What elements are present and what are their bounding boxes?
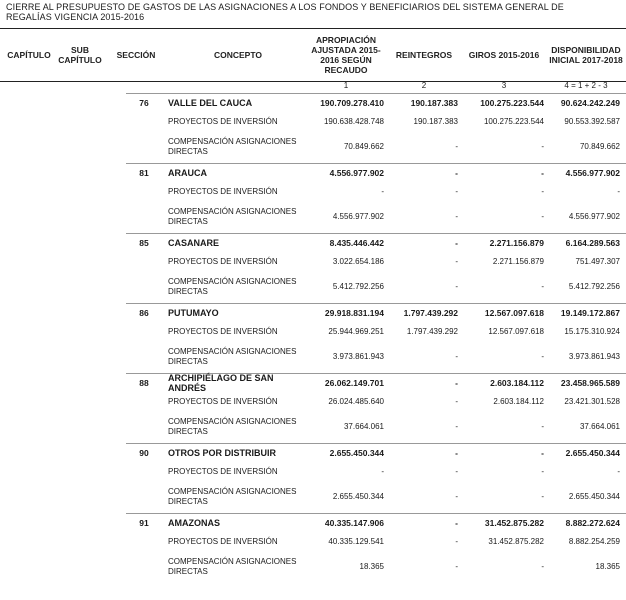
section-row — [0, 443, 626, 462]
header-seccion: SECCIÓN — [116, 50, 156, 60]
disponibilidad-cell: 751.497.307 — [575, 256, 620, 266]
header-concepto: CONCEPTO — [213, 50, 263, 60]
apropiacion-cell: 2.655.450.344 — [332, 492, 384, 501]
table-row — [0, 481, 626, 513]
table-row — [0, 341, 626, 373]
concept-cell: COMPENSACIÓN ASIGNACIONES DIRECTAS — [168, 347, 297, 366]
reintegros-cell: - — [455, 167, 458, 178]
section-row — [0, 303, 626, 322]
reintegros-cell: 1.797.439.292 — [406, 326, 458, 336]
reintegros-cell: - — [455, 256, 458, 266]
column-number-row — [0, 80, 626, 93]
giros-cell: - — [541, 466, 544, 476]
section-code-cell — [126, 271, 162, 303]
section-code-cell: 85 — [139, 237, 149, 248]
concept-cell: PROYECTOS DE INVERSIÓN — [168, 326, 278, 336]
disponibilidad-cell: 5.412.792.256 — [568, 282, 620, 291]
concept-cell: PUTUMAYO — [168, 307, 219, 318]
section-row — [0, 373, 626, 392]
header-giros: GIROS 2015-2016 — [468, 50, 540, 60]
table-row — [0, 462, 626, 481]
disponibilidad-cell: 90.624.242.249 — [560, 97, 620, 108]
reintegros-cell: - — [455, 466, 458, 476]
disponibilidad-cell: 18.365 — [595, 562, 620, 571]
disponibilidad-cell: - — [617, 186, 620, 196]
section-row — [0, 513, 626, 532]
disponibilidad-cell: 3.973.861.943 — [568, 352, 620, 361]
header-reintegros: REINTEGROS — [395, 50, 453, 60]
apropiacion-cell: 2.655.450.344 — [329, 447, 384, 458]
column-number: 1 — [343, 81, 349, 90]
reintegros-cell: - — [455, 186, 458, 196]
section-code-cell: 76 — [139, 97, 149, 108]
apropiacion-cell: 25.944.969.251 — [328, 326, 384, 336]
apropiacion-cell: 29.918.831.194 — [324, 307, 384, 318]
header-subcapitulo: SUB CAPÍTULO — [58, 45, 102, 65]
apropiacion-cell: 70.849.662 — [343, 142, 384, 151]
reintegros-cell: - — [455, 447, 458, 458]
apropiacion-cell: 5.412.792.256 — [332, 282, 384, 291]
reintegros-cell: 190.187.383 — [410, 97, 458, 108]
table-row — [0, 411, 626, 443]
reintegros-cell: - — [455, 536, 458, 546]
section-code-cell — [126, 551, 162, 583]
giros-cell: - — [541, 212, 544, 221]
reintegros-cell: - — [455, 282, 458, 291]
apropiacion-cell: 3.973.861.943 — [332, 352, 384, 361]
reintegros-cell: - — [455, 352, 458, 361]
section-code-cell — [126, 341, 162, 373]
section-code-cell: 88 — [139, 377, 149, 388]
concept-cell: PROYECTOS DE INVERSIÓN — [168, 256, 278, 266]
table-body — [0, 93, 626, 583]
apropiacion-cell: 190.638.428.748 — [323, 116, 384, 126]
disponibilidad-cell: 23.421.301.528 — [564, 396, 620, 406]
disponibilidad-cell: 19.149.172.867 — [560, 307, 620, 318]
concept-cell: PROYECTOS DE INVERSIÓN — [168, 536, 278, 546]
giros-cell: 12.567.097.618 — [488, 326, 544, 336]
section-code-cell — [126, 322, 162, 341]
concept-cell: AMAZONAS — [168, 517, 220, 528]
section-code-cell — [126, 392, 162, 411]
concept-cell: PROYECTOS DE INVERSIÓN — [168, 116, 278, 126]
giros-cell: - — [541, 352, 544, 361]
concept-cell: VALLE DEL CAUCA — [168, 97, 253, 108]
section-code-cell: 90 — [139, 447, 149, 458]
giros-cell: 31.452.875.282 — [488, 536, 544, 546]
concept-cell: OTROS POR DISTRIBUIR — [168, 447, 277, 458]
concept-cell: COMPENSACIÓN ASIGNACIONES DIRECTAS — [168, 207, 297, 226]
concept-cell: ARCHIPIÉLAGO DE SAN ANDRÉS — [168, 372, 274, 393]
concept-cell: COMPENSACIÓN ASIGNACIONES DIRECTAS — [168, 487, 297, 506]
disponibilidad-cell: 23.458.965.589 — [560, 377, 620, 388]
giros-cell: - — [541, 282, 544, 291]
concept-cell: COMPENSACIÓN ASIGNACIONES DIRECTAS — [168, 137, 297, 156]
reintegros-cell: - — [455, 422, 458, 431]
section-code-cell — [126, 131, 162, 163]
concept-cell: ARAUCA — [168, 167, 207, 178]
disponibilidad-cell: 8.882.254.259 — [568, 536, 620, 546]
section-code-cell — [126, 182, 162, 201]
section-code-cell — [126, 252, 162, 271]
reintegros-cell: - — [455, 237, 458, 248]
disponibilidad-cell: 6.164.289.563 — [565, 237, 620, 248]
giros-cell: - — [541, 142, 544, 151]
reintegros-cell: 1.797.439.292 — [403, 307, 458, 318]
header-capitulo: CAPÍTULO — [7, 50, 51, 60]
giros-cell: 2.603.184.112 — [493, 396, 544, 406]
disponibilidad-cell: 15.175.310.924 — [564, 326, 620, 336]
giros-cell: - — [541, 492, 544, 501]
apropiacion-cell: 40.335.147.906 — [324, 517, 384, 528]
disponibilidad-cell: 4.556.977.902 — [568, 212, 620, 221]
table-row — [0, 201, 626, 233]
apropiacion-cell: 190.709.278.410 — [320, 97, 384, 108]
disponibilidad-cell: 2.655.450.344 — [565, 447, 620, 458]
giros-cell: - — [541, 186, 544, 196]
table-row — [0, 271, 626, 303]
apropiacion-cell: - — [381, 186, 384, 196]
concept-cell: CASANARE — [168, 237, 220, 248]
concept-cell: COMPENSACIÓN ASIGNACIONES DIRECTAS — [168, 277, 297, 296]
section-code-cell — [126, 532, 162, 551]
giros-cell: 12.567.097.618 — [484, 307, 544, 318]
apropiacion-cell: 26.062.149.701 — [324, 377, 384, 388]
apropiacion-cell: 37.664.061 — [343, 422, 384, 431]
section-code-cell: 86 — [139, 307, 149, 318]
concept-cell: COMPENSACIÓN ASIGNACIONES DIRECTAS — [168, 417, 297, 436]
table-row — [0, 112, 626, 131]
reintegros-cell: - — [455, 142, 458, 151]
giros-cell: - — [541, 422, 544, 431]
column-number: 2 — [421, 81, 427, 90]
table-row — [0, 551, 626, 583]
section-code-cell — [126, 462, 162, 481]
section-code-cell — [126, 411, 162, 443]
table-row — [0, 392, 626, 411]
apropiacion-cell: 26.024.485.640 — [328, 396, 384, 406]
apropiacion-cell: 4.556.977.902 — [332, 212, 384, 221]
giros-cell: 2.603.184.112 — [490, 377, 544, 388]
table-row — [0, 252, 626, 271]
giros-cell: 100.275.223.544 — [483, 116, 544, 126]
section-row — [0, 93, 626, 112]
reintegros-cell: - — [455, 562, 458, 571]
disponibilidad-cell: 37.664.061 — [579, 422, 620, 431]
header-apropiacion: APROPIACIÓN AJUSTADA 2015-2016 SEGÚN RECAUDO — [311, 35, 381, 75]
section-code-cell — [126, 481, 162, 513]
table-header — [0, 28, 626, 82]
disponibilidad-cell: 2.655.450.344 — [568, 492, 620, 501]
section-row — [0, 233, 626, 252]
giros-cell: 2.271.156.879 — [492, 256, 544, 266]
section-code-cell: 91 — [139, 517, 149, 528]
section-code-cell: 81 — [139, 167, 149, 178]
disponibilidad-cell: 90.553.392.587 — [564, 116, 620, 126]
giros-cell: - — [541, 447, 544, 458]
table-row — [0, 182, 626, 201]
section-row — [0, 163, 626, 182]
giros-cell: - — [541, 167, 544, 178]
giros-cell: 100.275.223.544 — [480, 97, 544, 108]
column-number: 4 = 1 + 2 - 3 — [564, 81, 608, 90]
table-row — [0, 131, 626, 163]
concept-cell: PROYECTOS DE INVERSIÓN — [168, 396, 278, 406]
concept-cell: COMPENSACIÓN ASIGNACIONES DIRECTAS — [168, 557, 297, 576]
reintegros-cell: - — [455, 212, 458, 221]
disponibilidad-cell: 8.882.272.624 — [565, 517, 620, 528]
reintegros-cell: - — [455, 517, 458, 528]
giros-cell: 31.452.875.282 — [484, 517, 544, 528]
apropiacion-cell: 4.556.977.902 — [329, 167, 384, 178]
table-row — [0, 532, 626, 551]
disponibilidad-cell: 4.556.977.902 — [565, 167, 620, 178]
concept-cell: PROYECTOS DE INVERSIÓN — [168, 466, 278, 476]
apropiacion-cell: 8.435.446.442 — [329, 237, 384, 248]
column-number: 3 — [501, 81, 507, 90]
apropiacion-cell: - — [381, 466, 384, 476]
reintegros-cell: - — [455, 377, 458, 388]
reintegros-cell: - — [455, 492, 458, 501]
reintegros-cell: - — [455, 396, 458, 406]
concept-cell: PROYECTOS DE INVERSIÓN — [168, 186, 278, 196]
apropiacion-cell: 18.365 — [359, 562, 384, 571]
giros-cell: 2.271.156.879 — [489, 237, 544, 248]
document-title: CIERRE AL PRESUPUESTO DE GASTOS DE LAS ASIGNACIONES A LOS FONDOS Y BENEFICIARIOS DEL SISTEMA GENERAL DE REGALÍAS VIGENCIA 2015-2016 — [6, 2, 564, 22]
reintegros-cell: 190.187.383 — [413, 116, 458, 126]
disponibilidad-cell: - — [617, 466, 620, 476]
section-code-cell — [126, 201, 162, 233]
section-code-cell — [126, 112, 162, 131]
apropiacion-cell: 3.022.654.186 — [332, 256, 384, 266]
table-row — [0, 322, 626, 341]
disponibilidad-cell: 70.849.662 — [579, 142, 620, 151]
giros-cell: - — [541, 562, 544, 571]
apropiacion-cell: 40.335.129.541 — [328, 536, 384, 546]
header-disponibilidad: DISPONIBILIDAD INICIAL 2017-2018 — [549, 45, 623, 65]
